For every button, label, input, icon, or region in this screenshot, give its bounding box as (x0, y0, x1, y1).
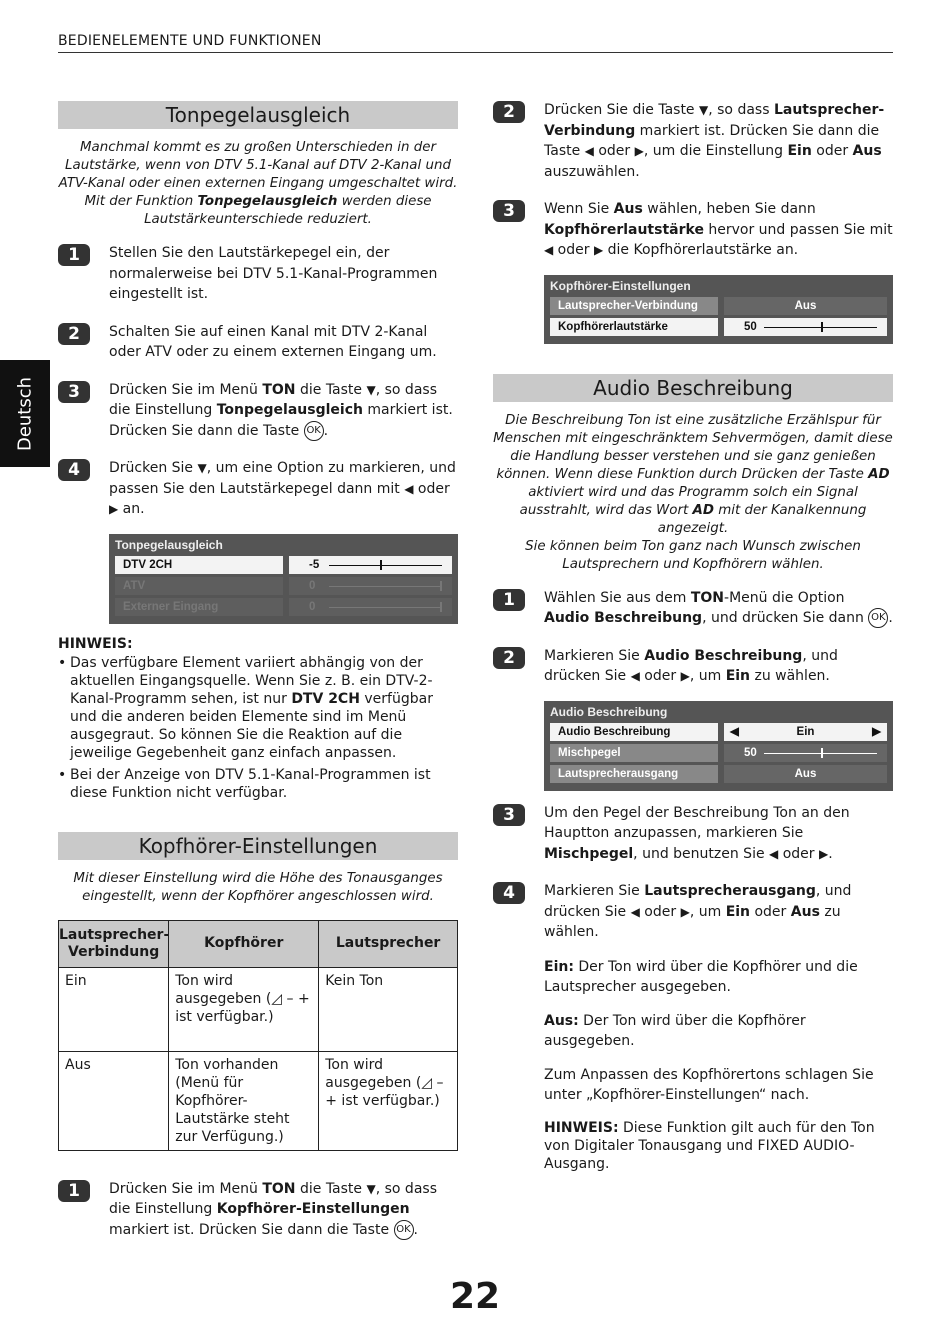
menu-row-externer-eingang (115, 598, 452, 616)
down-arrow-icon: ▼ (366, 382, 376, 397)
table-cell: Ton vorhanden (Menü für Kopfhörer-Lautstärke steht zur Verfügung.) (169, 1051, 319, 1150)
table-header: Lautsprecher-Verbindung (59, 920, 169, 967)
step-number-3: 3 (493, 200, 525, 222)
right-column (493, 100, 893, 1187)
step-1: 1 Stellen Sie den Lautstärkepegel ein, der normalerweise bei DTV 5.1-Kanal-Programmen eingestellt ist. (58, 243, 458, 305)
menu-row-audio-beschreibung[interactable] (550, 723, 887, 741)
step-number-2: 2 (493, 647, 525, 669)
menu-row-label: Externer Eingang (115, 598, 283, 616)
step-number-2: 2 (58, 323, 90, 345)
menu-slider: 0 (289, 598, 452, 616)
left-arrow-icon: ◀ (630, 904, 640, 919)
left-arrow-icon: ◀ (730, 725, 739, 738)
menu-title: Kopfhörer-Einstellungen (550, 278, 691, 293)
section-intro: Manchmal kommt es zu großen Unterschieden in der Lautstärke, wenn von DTV 5.1-Kanal auf DTV 2-Kanal und ATV-Kanal oder einen externen Eingang umgeschaltet wird. Mit der Funktion Tonpegelausgleich werden diese Lautstärkeunterschiede reduziert. (58, 140, 458, 227)
section-title-kopfhoerer: Kopfhörer-Einstellungen (58, 832, 458, 860)
a-step-4: 4 Markieren Sie Lautsprecherausgang, und drücken Sie ◀ oder ▶, um Ein oder Aus zu wählen. (493, 881, 893, 943)
down-arrow-icon: ▼ (699, 103, 709, 117)
step-number-4: 4 (58, 459, 90, 481)
step-number-1: 1 (58, 1180, 90, 1202)
k-step-2: 2 Drücken Sie die Taste ▼, so dass Lautsprecher-Verbindung markiert ist. Drücken Sie dann die Taste ◀ oder ▶, um die Einstellung Ein oder Aus auszuwählen. (493, 100, 893, 182)
menu-slider[interactable]: -5 (289, 556, 452, 574)
menu-slider[interactable]: 50 (724, 744, 887, 762)
menu-row-label: Audio Beschreibung (550, 723, 718, 741)
step-number-2: 2 (493, 101, 525, 123)
left-arrow-icon: ◀ (769, 846, 779, 861)
table-cell: Ein (59, 967, 169, 1051)
menu-title: Tonpegelausgleich (115, 537, 223, 552)
step-number-1: 1 (58, 244, 90, 266)
speaker-headphone-table (58, 920, 458, 1151)
para-hinweis: HINWEIS: Diese Funktion gilt auch für den Ton von Digitaler Tonausgang und FIXED AUDIO-Ausgang. (544, 1119, 875, 1172)
menu-row-kopfhoererlautstaerke[interactable] (550, 318, 887, 336)
language-tab (0, 360, 50, 467)
step-number-3: 3 (58, 381, 90, 403)
section-intro: Mit dieser Einstellung wird die Höhe des Tonausganges eingestellt, wenn der Kopfhörer angeschlossen wird. (73, 870, 443, 904)
page-header: BEDIENELEMENTE UND FUNKTIONEN (58, 33, 893, 53)
menu-row-value[interactable]: Aus (724, 765, 887, 783)
right-arrow-icon: ▶ (634, 144, 644, 158)
step-number-4: 4 (493, 882, 525, 904)
a-step-1: 1 Wählen Sie aus dem TON-Menü die Option Audio Beschreibung, und drücken Sie dann OK . (493, 588, 893, 629)
menu-slider[interactable]: 50 (724, 318, 887, 336)
ok-button-icon: OK (868, 608, 888, 628)
menu-row-label: Lautsprecherausgang (550, 765, 718, 783)
table-row (59, 1051, 458, 1150)
page-number: 22 (449, 1276, 501, 1317)
kopfhoerer-menu (544, 275, 893, 344)
menu-row-atv (115, 577, 452, 595)
menu-row-label: ATV (115, 577, 283, 595)
table-cell: Kein Ton (319, 967, 458, 1051)
menu-row-value[interactable]: Aus (724, 297, 887, 315)
note-bullet: • Das verfügbare Element variiert abhängig von der aktuellen Eingangsquelle. Wenn Sie z. B. ein DTV-2-Kanal-Programm sehen, ist nur DTV 2CH verfügbar und die anderen beiden Elemente sind im Menü ausgegraut. So können Sie die Reaktion auf die jeweilige Gegebenheit ganz einfach anpassen. (58, 654, 458, 762)
menu-row-mischpegel[interactable] (550, 744, 887, 762)
menu-row-lautsprecher-verbindung[interactable] (550, 297, 887, 315)
right-arrow-icon: ▶ (593, 243, 604, 257)
right-arrow-icon: ▶ (680, 669, 690, 683)
menu-row-dtv2ch[interactable] (115, 556, 452, 574)
menu-row-label: Kopfhörerlautstärke (550, 318, 718, 336)
left-arrow-icon: ◀ (630, 669, 640, 683)
right-arrow-icon: ▶ (872, 725, 881, 738)
a-step-3: 3 Um den Pegel der Beschreibung Ton an den Hauptton anzupassen, markieren Sie Mischpegel, und benutzen Sie ◀ oder ▶. (493, 803, 893, 865)
k-step-3: 3 Wenn Sie Aus wählen, heben Sie dann Kopfhörerlautstärke hervor und passen Sie mit ◀ oder ▶ die Kopfhörerlautstärke an. (493, 199, 893, 261)
section-title-audio-beschreibung: Audio Beschreibung (493, 374, 893, 402)
left-arrow-icon: ◀ (404, 481, 414, 496)
ok-button-icon: OK (394, 1220, 414, 1240)
note-title: HINWEIS: (58, 635, 133, 652)
para-ein: Ein: Der Ton wird über die Kopfhörer und die Lautsprecher ausgegeben. (544, 958, 858, 995)
k-step-1: 1 Drücken Sie im Menü TON die Taste ▼, so dass die Einstellung Kopfhörer-Einstellungen markiert ist. Drücken Sie dann die Taste OK . (58, 1179, 458, 1241)
tonpegelausgleich-menu (109, 534, 458, 624)
menu-row-label: Mischpegel (550, 744, 718, 762)
table-cell: Ton wird ausgegeben (◿ – + ist verfügbar.) (319, 1051, 458, 1150)
menu-title: Audio Beschreibung (550, 704, 668, 719)
right-arrow-icon: ▶ (109, 502, 119, 516)
menu-row-value[interactable]: ◀ Ein ▶ (724, 723, 887, 741)
para-adjust: Zum Anpassen des Kopfhörertons schlagen Sie unter „Kopfhörer-Einstellungen“ nach. (544, 1066, 874, 1103)
left-arrow-icon: ◀ (544, 243, 554, 257)
a-step-2: 2 Markieren Sie Audio Beschreibung, und drücken Sie ◀ oder ▶, um Ein zu wählen. (493, 646, 893, 687)
step-2: 2 Schalten Sie auf einen Kanal mit DTV 2-Kanal oder ATV oder zu einem externen Eingang um. (58, 322, 458, 363)
right-arrow-icon: ▶ (680, 904, 690, 919)
language-tab-label: Deutsch (14, 376, 36, 451)
table-cell: Ton wird ausgegeben (◿ – + ist verfügbar.) (169, 967, 319, 1051)
audio-beschreibung-menu (544, 701, 893, 791)
menu-row-lautsprecherausgang[interactable] (550, 765, 887, 783)
down-arrow-icon: ▼ (197, 461, 207, 475)
step-number-3: 3 (493, 804, 525, 826)
ok-button-icon: OK (304, 421, 324, 441)
left-column (58, 101, 458, 1257)
menu-row-label: DTV 2CH (115, 556, 283, 574)
menu-slider: 0 (289, 577, 452, 595)
table-row (59, 967, 458, 1051)
para-aus: Aus: Der Ton wird über die Kopfhörer ausgegeben. (544, 1012, 806, 1049)
left-arrow-icon: ◀ (584, 144, 594, 158)
table-header: Kopfhörer (169, 920, 319, 967)
step-3: 3 Drücken Sie im Menü TON die Taste ▼, so dass die Einstellung Tonpegelausgleich markiert ist. Drücken Sie dann die Taste OK . (58, 380, 458, 442)
table-cell: Aus (59, 1051, 169, 1150)
section-intro: Die Beschreibung Ton ist eine zusätzliche Erzählspur für Menschen mit eingeschränktem Sehvermögen, damit diese die Handlung besser verstehen und sie ganz genießen können. Wenn diese Funktion durch Drücken der Taste AD aktiviert wird und das Programm solch ein Signal ausstrahlt, wird das Wort AD mit der Kanalkennung angezeigt. Sie können beim Ton ganz nach Wunsch zwischen Lautsprechern und Kopfhörern wählen. (493, 412, 893, 572)
section-title-tonpegelausgleich: Tonpegelausgleich (58, 101, 458, 129)
note-bullet: • Bei der Anzeige von DTV 5.1-Kanal-Programmen ist diese Funktion nicht verfügbar. (58, 766, 458, 802)
table-header: Lautsprecher (319, 920, 458, 967)
right-arrow-icon: ▶ (818, 846, 829, 861)
step-number-1: 1 (493, 589, 525, 611)
menu-row-label: Lautsprecher-Verbindung (550, 297, 718, 315)
step-4: 4 Drücken Sie ▼, um eine Option zu markieren, und passen Sie den Lautstärkepegel dann mit ◀ oder ▶ an. (58, 458, 458, 520)
down-arrow-icon: ▼ (366, 1181, 376, 1196)
